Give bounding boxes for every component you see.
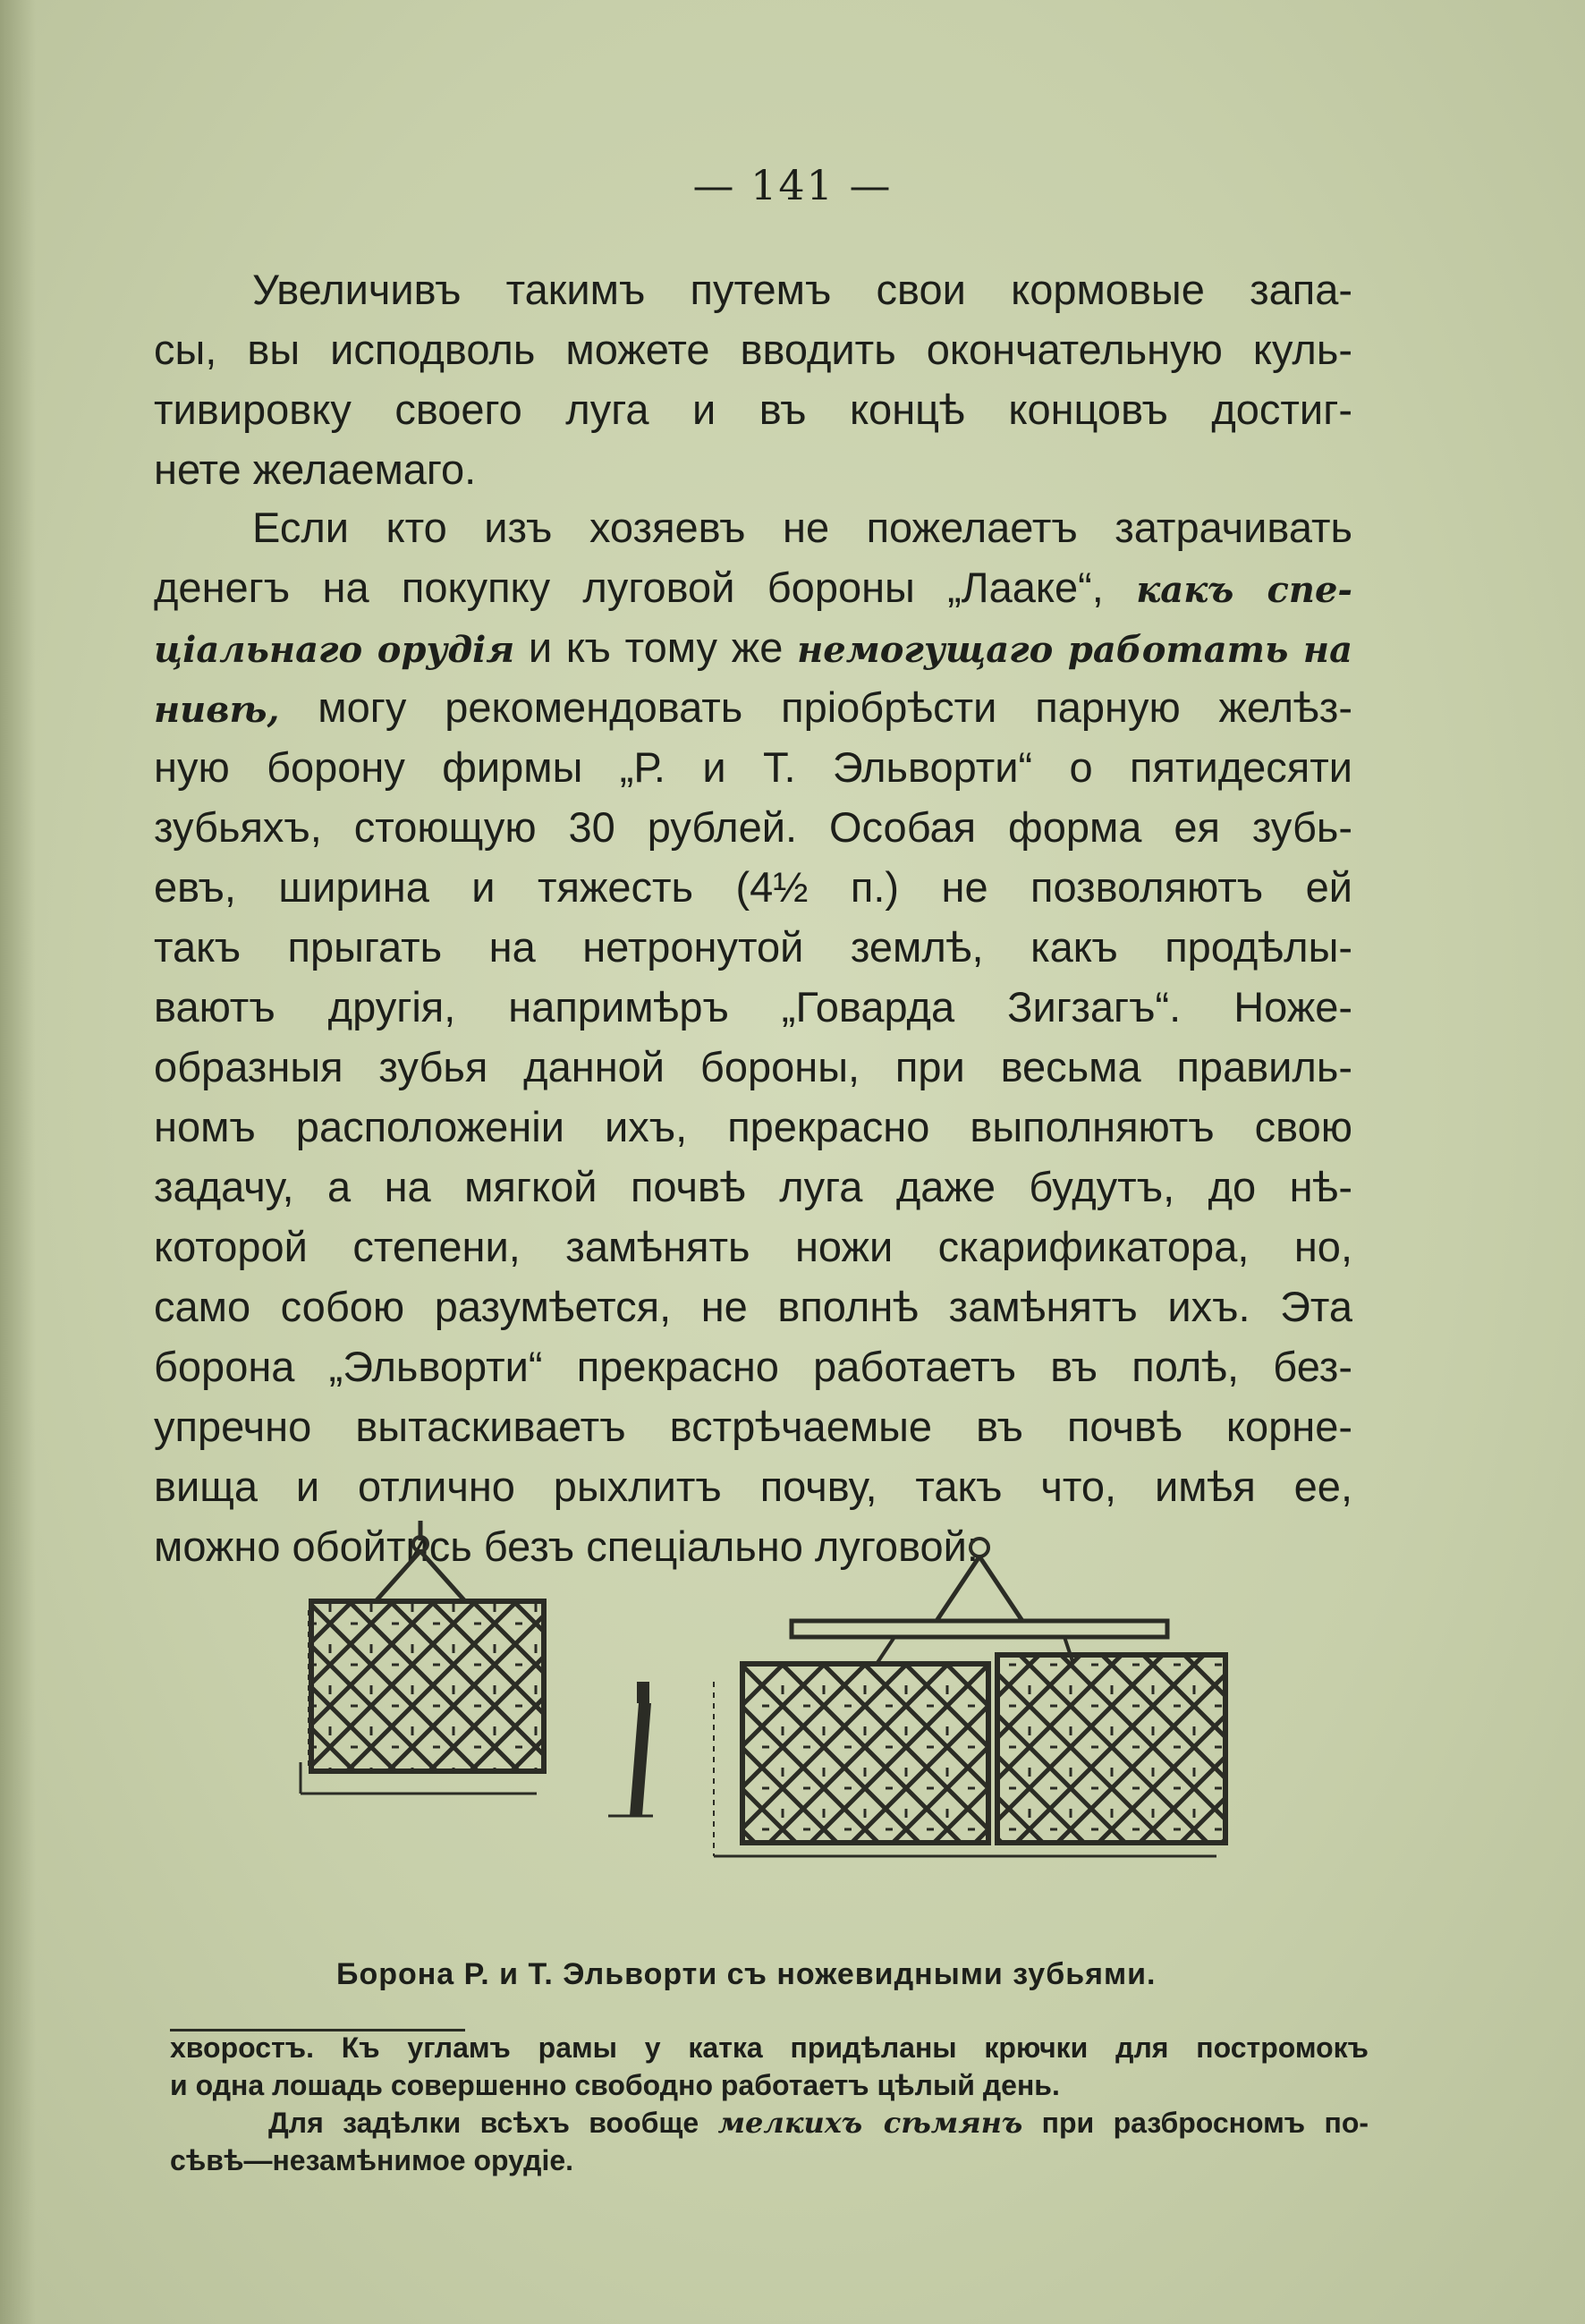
italic-text: ціальнаго орудія (154, 629, 515, 671)
italic-text: какъ спе- (1136, 569, 1353, 611)
text-line: сы, вы исподволь можете вводить окончательную куль- (154, 326, 1352, 373)
text-line: можно обойтись безъ спеціально луговой: (154, 1522, 979, 1570)
text-line: борона „Эльворти“ прекрасно работаетъ въ полѣ, без- (154, 1343, 1352, 1390)
text-line: Увеличивъ такимъ путемъ свои кормовые запа- (252, 266, 1352, 313)
figure-caption: Борона Р. и Т. Эльворти съ ножевидными зубьями. (336, 1957, 1157, 1991)
text-line: само собою разумѣется, не вполнѣ замѣнятъ ихъ. Эта (154, 1283, 1352, 1330)
footnote-line: и одна лошадь совершенно свободно работаетъ цѣлый день. (170, 2069, 1060, 2101)
text-line: ціальнаго орудія и къ тому же немогущаго работать на (154, 623, 1352, 671)
italic-text: мелкихъ сѣмянъ (717, 2106, 1023, 2140)
text-line: задачу, а на мягкой почвѣ луга даже будутъ, до нѣ- (154, 1163, 1352, 1210)
text-line: упречно вытаскиваетъ встрѣчаемые въ почвѣ корне- (154, 1403, 1352, 1450)
text-line: денегъ на покупку луговой бороны „Лааке“, какъ спе- (154, 564, 1353, 611)
italic-text: нивѣ, (154, 689, 280, 731)
footnote-line: хворостъ. Къ угламъ рамы у катка придѣланы крючки для постромокъ (170, 2031, 1369, 2064)
double-harrow-drawing (714, 1539, 1225, 1856)
footnote-line: сѣвѣ—незамѣнимое орудіе. (170, 2144, 574, 2176)
harrow-tooth-drawing (608, 1682, 653, 1816)
text-line: ваютъ другія, напримѣръ „Говарда Зигзагъ“. Ноже- (154, 983, 1352, 1031)
single-harrow-drawing (301, 1521, 544, 1794)
footnote-line: Для задѣлки всѣхъ вообще мелкихъ сѣмянъ при разбросномъ по- (268, 2106, 1369, 2140)
paragraph-1 (154, 259, 1352, 499)
footnote (170, 2029, 1369, 2179)
page-edge-shadow (0, 0, 36, 2324)
text-line: зубьяхъ, стоющую 30 рублей. Особая форма ея зубь- (154, 803, 1352, 851)
text-line: образныя зубья данной бороны, при весьма правиль- (154, 1043, 1352, 1090)
harrow-illustration (268, 1521, 1297, 1977)
text-line: Если кто изъ хозяевъ не пожелаетъ затрачивать (252, 504, 1352, 551)
paragraph-2 (154, 497, 1352, 1576)
text-line: номъ расположеніи ихъ, прекрасно выполняютъ свою (154, 1103, 1352, 1150)
text-line: нивѣ, могу рекомендовать пріобрѣсти парную желѣз- (154, 683, 1353, 731)
text-line: нете желаемаго. (154, 445, 477, 493)
text-line: вища и отлично рыхлитъ почву, такъ что, имѣя ее, (154, 1463, 1352, 1510)
text-line: которой степени, замѣнять ножи скарификатора, но, (154, 1223, 1352, 1270)
italic-text: немогущаго работать на (797, 629, 1352, 671)
text-line: тивировку своего луга и въ концѣ концовъ достиг- (154, 386, 1352, 433)
page-number: — 141 — (692, 161, 893, 209)
text-line: ную борону фирмы „Р. и Т. Эльворти“ о пятидесяти (154, 743, 1352, 791)
text-line: такъ прыгать на нетронутой землѣ, какъ продѣлы- (154, 923, 1352, 971)
text-line: евъ, ширина и тяжесть (4½ п.) не позволяютъ ей (154, 863, 1352, 911)
